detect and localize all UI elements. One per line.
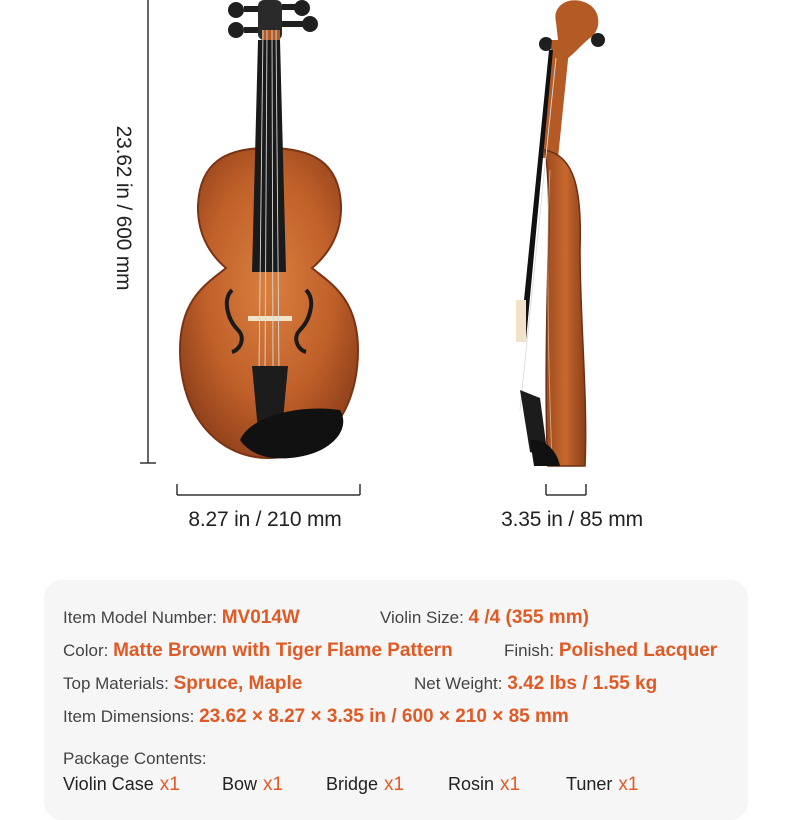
package-item <box>326 774 404 796</box>
violin-front-view <box>180 0 358 458</box>
package-item-name: Violin Case <box>63 774 154 794</box>
depth-dimension-line <box>546 484 586 495</box>
package-item-qty: x1 <box>384 774 405 795</box>
spec-top-label: Top Materials: <box>63 674 169 693</box>
spec-violin-size <box>380 607 589 629</box>
package-item-qty: x1 <box>618 774 639 795</box>
spec-finish <box>504 640 717 662</box>
spec-finish-label: Finish: <box>504 641 555 660</box>
package-item-qty: x1 <box>263 774 284 795</box>
spec-dims-value: 23.62 × 8.27 × 3.35 in / 600 × 210 × 85 mm <box>199 706 569 727</box>
spec-item-dimensions <box>63 706 569 728</box>
width-dimension-line <box>177 484 360 495</box>
package-item-qty: x1 <box>500 774 521 795</box>
package-item <box>566 774 638 796</box>
spec-dims-label: Item Dimensions: <box>63 707 195 726</box>
package-item-name: Bridge <box>326 774 379 794</box>
package-item <box>222 774 283 796</box>
spec-weight-label: Net Weight: <box>414 674 503 693</box>
spec-net-weight <box>414 673 657 695</box>
spec-size-value: 4 /4 (355 mm) <box>468 607 589 628</box>
height-dimension-label: 23.62 in / 600 mm <box>112 125 135 291</box>
spec-finish-value: Polished Lacquer <box>558 640 718 661</box>
spec-color-value: Matte Brown with Tiger Flame Pattern <box>113 640 453 661</box>
spec-top-value: Spruce, Maple <box>173 673 303 694</box>
package-item <box>448 774 520 796</box>
spec-model-number <box>63 607 300 629</box>
spec-model-value: MV014W <box>221 607 300 628</box>
violin-side-view <box>516 0 605 466</box>
spec-model-label: Item Model Number: <box>63 608 217 627</box>
package-item-name: Tuner <box>566 774 613 794</box>
spec-color <box>63 640 453 662</box>
depth-dimension-label: 3.35 in / 85 mm <box>501 508 643 531</box>
package-contents-title: Package Contents: <box>63 749 207 768</box>
spec-size-label: Violin Size: <box>380 608 464 627</box>
package-item-name: Bow <box>222 774 258 794</box>
spec-top-materials <box>63 673 302 695</box>
height-dimension-line <box>140 0 156 463</box>
package-item-name: Rosin <box>448 774 495 794</box>
package-item <box>63 774 180 796</box>
package-item-qty: x1 <box>159 774 180 795</box>
spec-color-label: Color: <box>63 641 109 660</box>
width-dimension-label: 8.27 in / 210 mm <box>188 508 342 531</box>
spec-weight-value: 3.42 lbs / 1.55 kg <box>507 673 658 694</box>
